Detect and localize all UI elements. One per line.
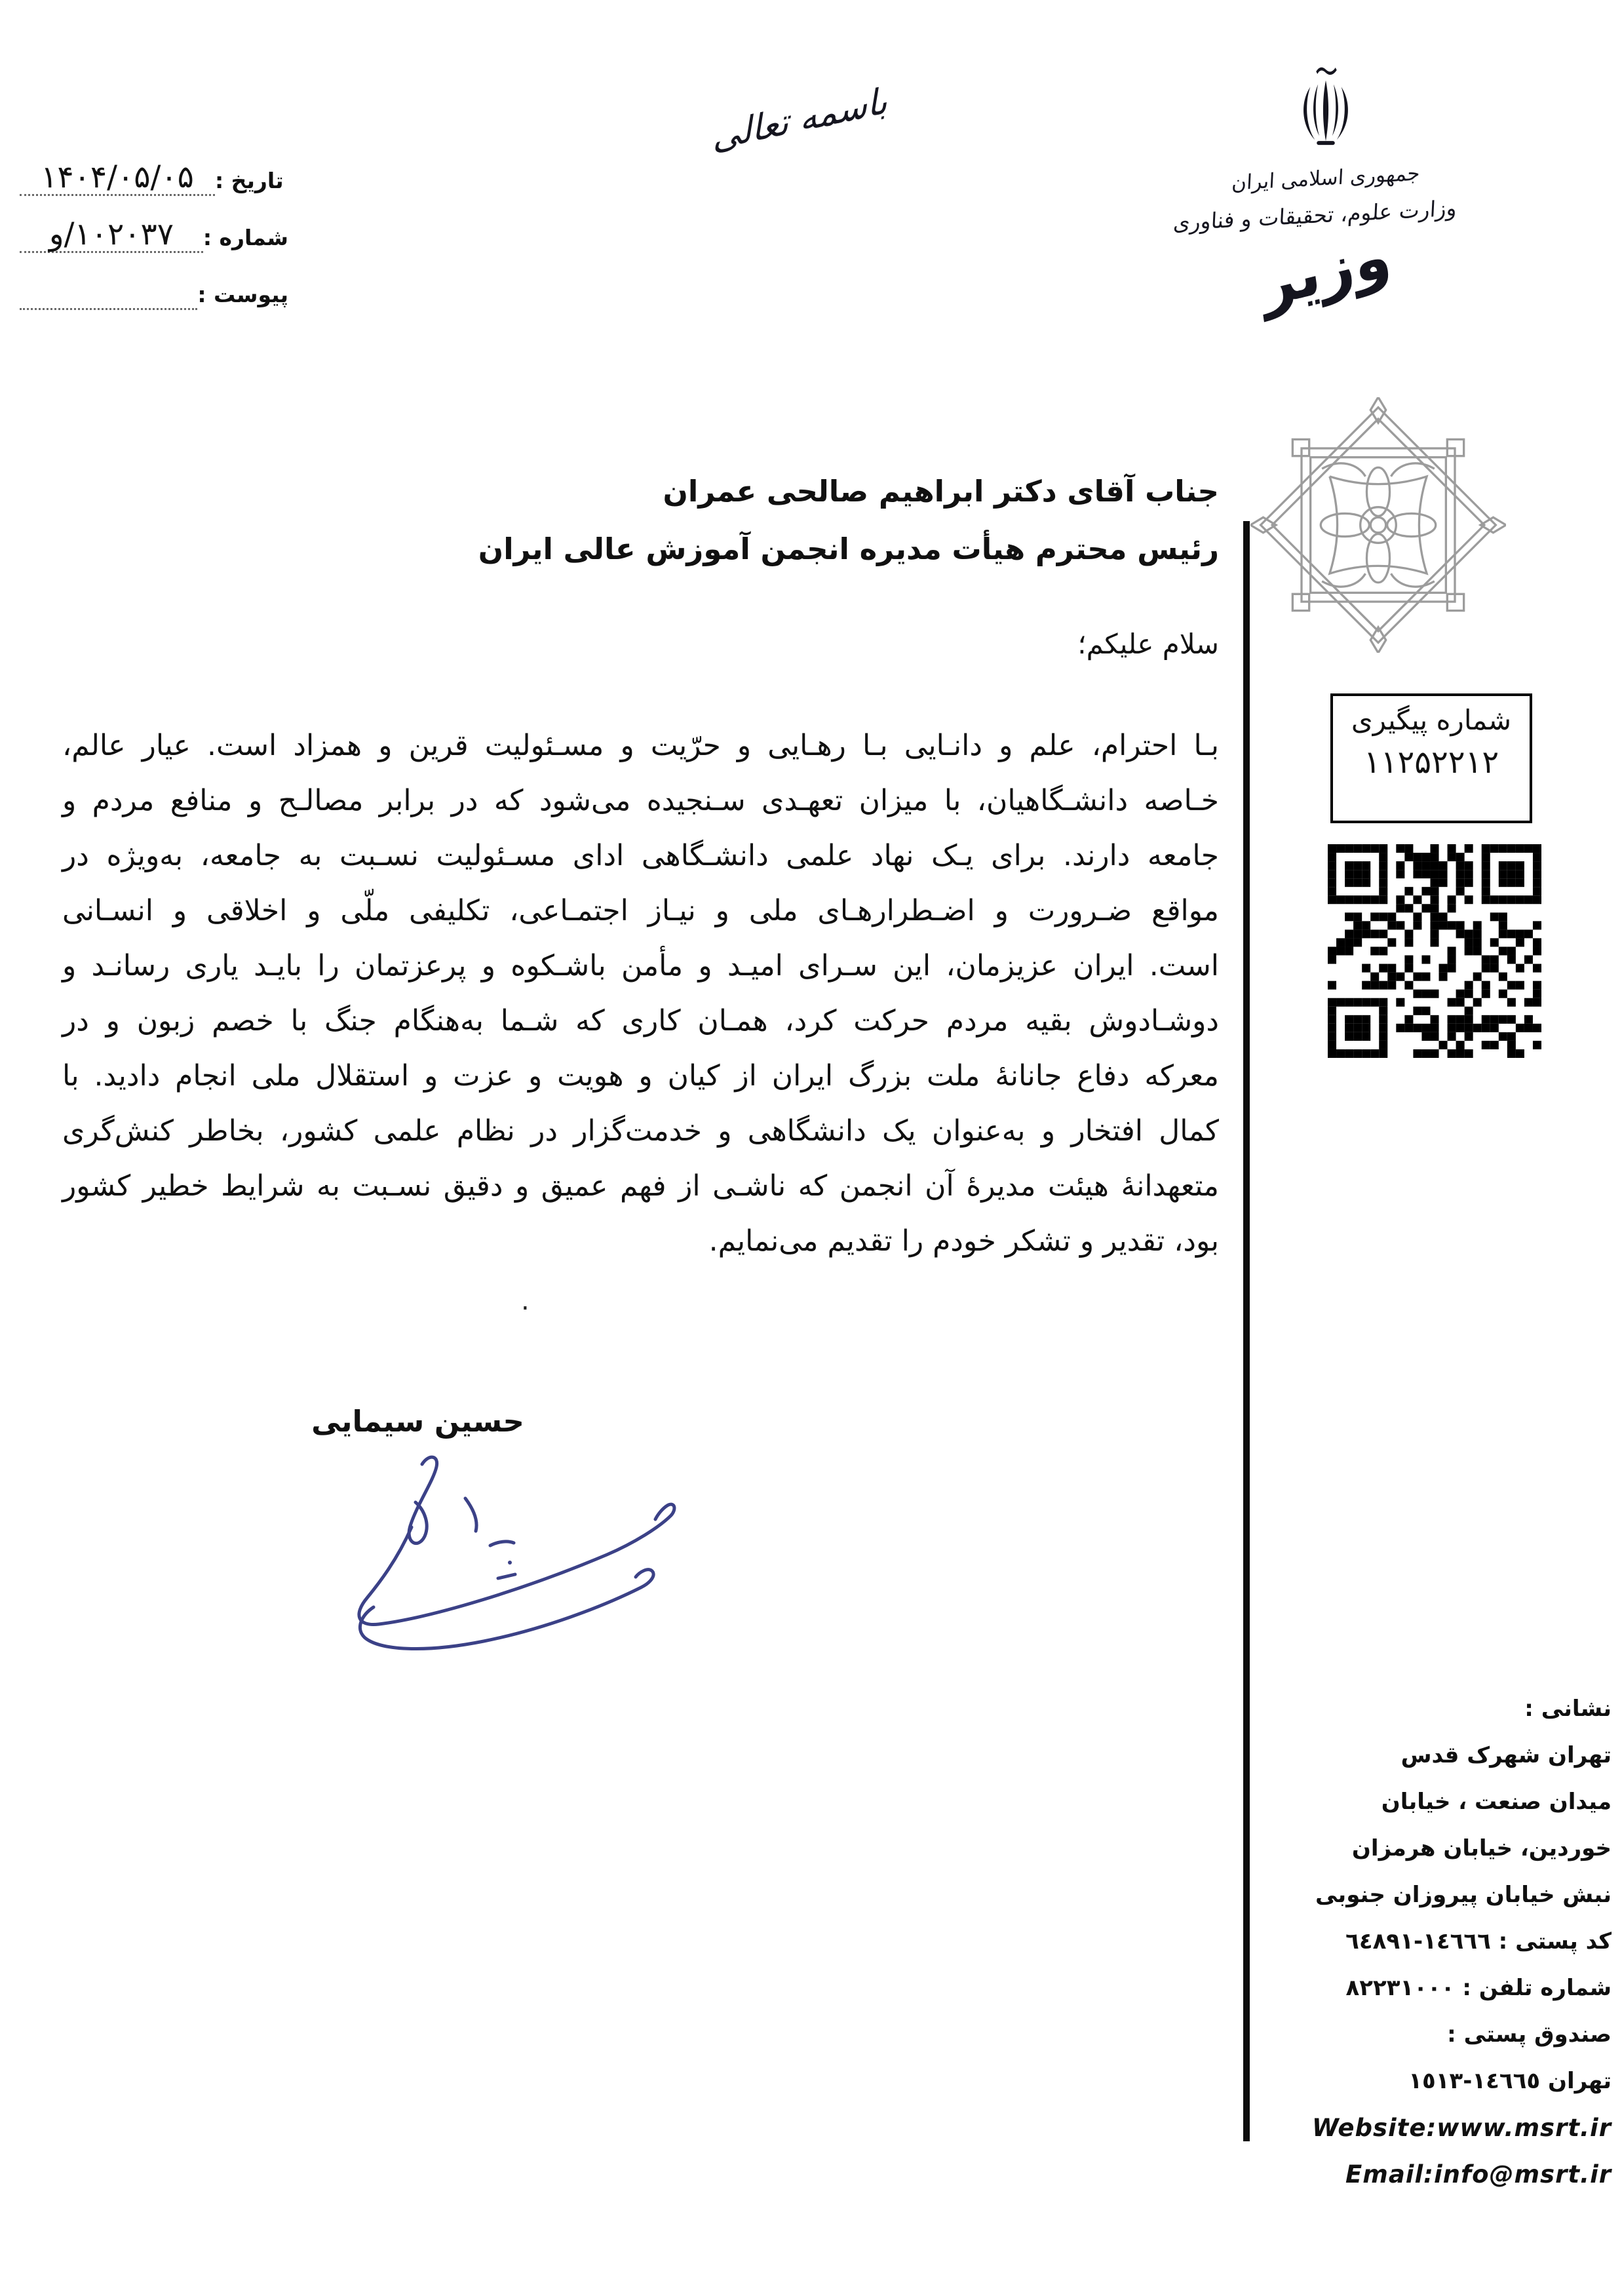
pobox-label-line: صندوق پستی :	[1447, 2021, 1612, 2048]
body-line: دوشـادوش بقیه مردم حرکت کرد، همـان کاری که شـما به‌هنگام جنگ با خصم زبون و در	[62, 1004, 1219, 1038]
address-line: میدان صنعت ، خیابان	[1381, 1789, 1612, 1815]
number-dotted-line	[20, 213, 203, 253]
islamic-star-ornament-icon	[1250, 397, 1506, 653]
republic-title: جمهوری اسلامی ایران	[1231, 161, 1421, 195]
attachment-dotted-line	[20, 270, 197, 310]
attachment-label: پیوست :	[197, 282, 288, 307]
recipient-line-2: رئیس محترم هیأت مدیره انجمن آموزش عالی ایران	[478, 532, 1219, 566]
body-line: است. ایران عزیزمان، این سـرای امیـد و مأمن باشـکوه و پرعزتمان را بایـد یاری رسانـد و	[62, 949, 1219, 983]
body-paragraph	[62, 718, 1219, 1269]
recipient-block	[478, 463, 1219, 578]
body-line: جامعه دارند. برای یـک نهاد علمی دانشـگاهی ادای مسـئولیت نسـبت به جامعه، به‌ویژه در	[62, 839, 1219, 872]
email-line: Email:info@msrt.ir	[1345, 2160, 1612, 2189]
tracking-label: شماره پیگیری	[1351, 704, 1512, 736]
body-line: بود، تقدیر و تشکر خودم را تقدیم می‌نمایم.	[708, 1224, 1219, 1258]
signature-name: حسین سیمایی	[311, 1404, 524, 1439]
body-line: کمال افتخار و به‌عنوان یک دانشگاهی و خدمت‌گزار در نظام علمی کشور، بخاطر کنش‌گری	[62, 1114, 1219, 1148]
address-line: تهران شهرک قدس	[1400, 1742, 1612, 1768]
address-block	[1245, 1686, 1612, 2198]
body-line: خـاصه دانشـگاهیان، با میزان تعهـدی سـنجیده می‌شود که در برابر مصالـح و منافع مردم و	[62, 784, 1219, 817]
website-line: Website:www.msrt.ir	[1311, 2114, 1612, 2142]
address-line: خوردین، خیابان هرمزان	[1351, 1835, 1612, 1861]
postal-code-line: کد پستی : ١٤٦٦٦-٦٤٨٩١	[1345, 1928, 1612, 1955]
number-value: ۱۰۲۰۳۷/و	[48, 216, 174, 252]
address-line: نبش خیابان پیروزان جنوبی	[1315, 1882, 1612, 1908]
trailing-period: .	[521, 1286, 530, 1316]
pobox-value-line: تهران ١٤٦٦٥-١٥١٣	[1408, 2068, 1612, 2094]
qr-code-icon	[1328, 844, 1541, 1058]
body-line: متعهدانۀ هیئت مدیرۀ آن انجمن که ناشـی از فهم عمیق و دقیق نسـبت به شرایط خطیر کشور	[62, 1169, 1219, 1203]
date-label: تاریخ :	[215, 168, 284, 193]
bismillah-calligraphy: باسمه تعالی	[710, 79, 889, 159]
phone-line: شماره تلفن : ۸۲۲۳۱۰۰۰	[1345, 1975, 1612, 2001]
date-dotted-line	[20, 156, 215, 196]
date-value: ۱۴۰۴/۰۵/۰۵	[41, 159, 194, 195]
number-label: شماره :	[203, 225, 288, 250]
tracking-number: ۱۱۲۵۲۲۱۲	[1363, 744, 1499, 781]
minister-title: وزیر	[1256, 219, 1395, 322]
iran-allah-emblem-icon	[1287, 60, 1364, 159]
body-line: معرکه دفاع جانانۀ ملت بزرگ ایران از کیان و هویت و عزت و استقلال ملی انجام دادید. با	[62, 1059, 1219, 1093]
ministry-title: وزارت علوم، تحقیقات و فناوری	[1172, 195, 1458, 236]
greeting: سلام علیکم؛	[1077, 628, 1219, 660]
handwritten-signature	[313, 1450, 690, 1679]
date-field	[20, 156, 288, 196]
attachment-field	[20, 270, 288, 310]
body-line: مواقع ضـرورت و اضـطرارهـای ملی و نیـاز اجتمـاعی، تکلیفی ملّی و اخلاقی و انسـانی	[62, 894, 1219, 927]
gov-header	[1172, 60, 1458, 322]
body-line: بـا احترام، علم و دانـایی بـا رهـایی و حرّیت و مسـئولیت قرین و همزاد است. عیار عالم،	[62, 729, 1219, 762]
tracking-box	[1330, 693, 1532, 823]
meta-fields	[20, 156, 288, 327]
recipient-line-1: جناب آقای دکتر ابراهیم صالحی عمران	[663, 474, 1219, 509]
address-label: نشانی :	[1524, 1696, 1612, 1722]
number-field	[20, 213, 288, 253]
